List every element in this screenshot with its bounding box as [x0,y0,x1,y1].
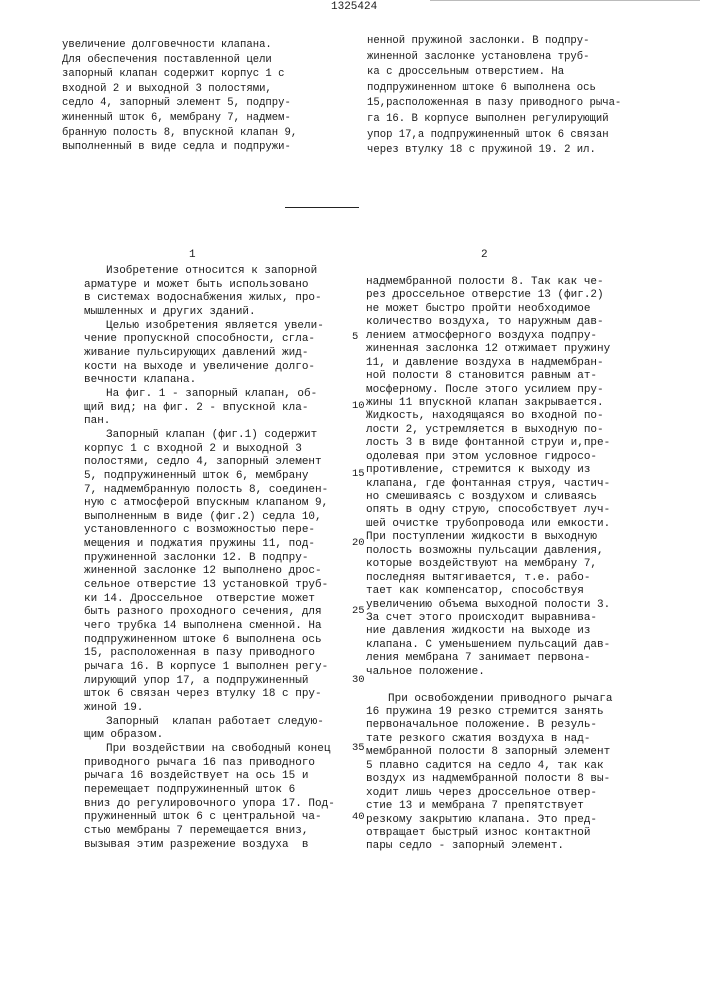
text-line: мышленных и других зданий. [84,306,335,320]
text-line: перемещает подпружиненный шток 6 [84,784,335,798]
text-line: выполненным в виде (фиг.2) седла 10, [84,511,335,525]
text-line: клапана, где фонтанная струя, частич- [366,478,612,491]
text-line: воздух из надмембранной полости 8 вы- [366,773,612,786]
scan-edge-line [430,0,700,1]
text-line: которые воздействуют на мембрану 7, [366,558,612,571]
text-line: рычага 16 воздействует на ось 15 и [84,770,335,784]
text-line: лением атмосферного воздуха подпру- [366,330,612,343]
text-line: лирующий упор 17, а подпружиненный [84,675,335,689]
text-line: ки 14. Дроссельное отверстие может [84,593,335,607]
line-number: 25 [352,605,365,617]
text-line: подпружиненном штоке 6 выполнена ось [84,634,335,648]
text-line: одолевая при этом условное гидросо- [366,451,612,464]
text-line: га 16. В корпусе выполнен регулирующий [367,112,621,128]
text-line: чальное положение. [366,666,612,679]
text-line: тате резкого сжатия воздуха в над- [366,733,612,746]
text-line: последняя вытягивается, т.е. рабо- [366,572,612,585]
text-line: запорный клапан содержит корпус 1 с [62,67,297,82]
text-line: Целью изобретения является увели- [84,320,335,334]
text-line: Запорный клапан (фиг.1) содержит [84,429,335,443]
text-line: шток 6 связан через втулку 18 с пру- [84,688,335,702]
text-line: рез дроссельное отверстие 13 (фиг.2) [366,289,612,302]
text-line: полостями, седло 4, запорный элемент [84,456,335,470]
text-line: выполненный в виде седла и подпружи- [62,140,297,155]
text-line: За счет этого происходит выравнива- [366,612,612,625]
text-line: При освобождении приводного рычага [366,693,612,706]
text-line: Запорный клапан работает следую- [84,716,335,730]
text-line: стие 13 и мембрана 7 препятствует [366,800,612,813]
abstract-left-column [62,38,297,155]
column-number-left: 1 [189,249,196,261]
text-line: При воздействии на свободный конец [84,743,335,757]
body-left-column [84,265,335,852]
line-number: 20 [352,537,365,549]
text-line: подпружиненном штоке 6 выполнена ось [367,81,621,97]
section-divider [285,207,359,208]
text-line: Для обеспечения поставленной цели [62,53,297,68]
text-line: мосферному. После этого усилием пру- [366,384,612,397]
text-line: На фиг. 1 - запорный клапан, об- [84,388,335,402]
text-line: жиной 19. [84,702,335,716]
text-line: седло 4, запорный элемент 5, подпру- [62,96,297,111]
text-line: лость 3 в виде фонтанной струи и,пре- [366,437,612,450]
text-line: ние давления жидкости на выходе из [366,625,612,638]
line-number: 5 [352,331,358,343]
text-line: вызывая этим разрежение воздуха в [84,839,335,853]
text-line: сельное отверстие 13 установкой труб- [84,579,335,593]
line-number: 35 [352,742,365,754]
text-line: жиненный шток 6, мембрану 7, надмем- [62,111,297,126]
text-line: увеличение долговечности клапана. [62,38,297,53]
text-line: чение пропускной способности, сгла- [84,333,335,347]
text-line: жиненной заслонке установлена труб- [367,50,621,66]
text-line: мембранной полости 8 запорный элемент [366,746,612,759]
text-line: приводного рычага 16 паз приводного [84,757,335,771]
text-line: щим образом. [84,729,335,743]
text-line: жиненная заслонка 12 отжимает пружину [366,343,612,356]
text-line: упор 17,а подпружиненный шток 6 связан [367,128,621,144]
text-line: лости 2, устремляется в выходную по- [366,424,612,437]
text-line: вниз до регулировочного упора 17. Под- [84,798,335,812]
text-line: клапана. С уменьшением пульсаций дав- [366,639,612,652]
text-line: 15,расположенная в пазу приводного рыча- [367,96,621,112]
text-line: входной 2 и выходной 3 полостями, [62,82,297,97]
text-line: 11, и давление воздуха в надмембран- [366,357,612,370]
text-line: пружиненный шток 6 с центральной ча- [84,811,335,825]
text-line: ной полости 8 становится равным ат- [366,370,612,383]
body-right-column [366,276,612,854]
text-line: пары седло - запорный элемент. [366,840,612,853]
text-line: При поступлении жидкости в выходную [366,531,612,544]
text-line: ления мембрана 7 занимает первона- [366,652,612,665]
text-line: мещения и поджатия пружины 11, под- [84,538,335,552]
text-line: ненной пружиной заслонки. В подпру- [367,34,621,50]
text-line: арматуре и может быть использовано [84,279,335,293]
text-line: жиненной заслонке 12 выполнено дрос- [84,565,335,579]
text-line: пан. [84,415,335,429]
line-number: 15 [352,468,365,480]
text-line: надмембранной полости 8. Так как че- [366,276,612,289]
text-line: 16 пружина 19 резко стремится занять [366,706,612,719]
text-line: резкому закрытию клапана. Это пред- [366,814,612,827]
text-line: рычага 16. В корпусе 1 выполнен регу- [84,661,335,675]
text-line: ходит лишь через дроссельное отвер- [366,787,612,800]
text-line: 7, надмембранную полость 8, соединен- [84,484,335,498]
text-line: опять в одну струю, способствует луч- [366,504,612,517]
text-line: но смешиваясь с воздухом и сливаясь [366,491,612,504]
text-line: ка с дроссельным отверстием. На [367,65,621,81]
text-line: корпус 1 с входной 2 и выходной 3 [84,443,335,457]
text-line: 5, подпружиненный шток 6, мембрану [84,470,335,484]
text-line: Изобретение относится к запорной [84,265,335,279]
text-line: в системах водоснабжения жилых, про- [84,292,335,306]
text-line: полость возможны пульсации давления, [366,545,612,558]
text-line: количество воздуха, то наружным дав- [366,316,612,329]
text-line: быть разного проходного сечения, для [84,606,335,620]
text-line: Жидкость, находящаяся во входной по- [366,410,612,423]
text-line: чего трубка 14 выполнена сменной. На [84,620,335,634]
text-line [366,679,612,692]
text-line: кости на выходе и увеличение долго- [84,361,335,375]
text-line: пружиненной заслонки 12. В подпру- [84,552,335,566]
text-line: не может быстро пройти необходимое [366,303,612,316]
text-line: установленного с возможностью пере- [84,524,335,538]
line-number: 30 [352,674,365,686]
text-line: стью мембраны 7 перемещается вниз, [84,825,335,839]
text-line: противление, стремится к выходу из [366,464,612,477]
text-line: отвращает быстрый износ контактной [366,827,612,840]
line-number: 40 [352,811,365,823]
text-line: щий вид; на фиг. 2 - впускной кла- [84,402,335,416]
text-line: ную с атмосферой впускным клапаном 9, [84,497,335,511]
text-line: шей очистке трубопровода или емкости. [366,518,612,531]
text-line: бранную полость 8, впускной клапан 9, [62,126,297,141]
line-number: 10 [352,400,365,412]
column-number-right: 2 [481,249,488,261]
text-line: живание пульсирующих давлений жид- [84,347,335,361]
text-line: тает как компенсатор, способствуя [366,585,612,598]
text-line: первоначальное положение. В резуль- [366,719,612,732]
patent-number: 1325424 [331,1,377,13]
abstract-right-column [367,34,621,159]
text-line: 15, расположенная в пазу приводного [84,647,335,661]
text-line: увеличению объема выходной полости 3. [366,599,612,612]
text-line: вечности клапана. [84,374,335,388]
text-line: через втулку 18 с пружиной 19. 2 ил. [367,143,621,159]
text-line: 5 плавно садится на седло 4, так как [366,760,612,773]
text-line: жины 11 впускной клапан закрывается. [366,397,612,410]
